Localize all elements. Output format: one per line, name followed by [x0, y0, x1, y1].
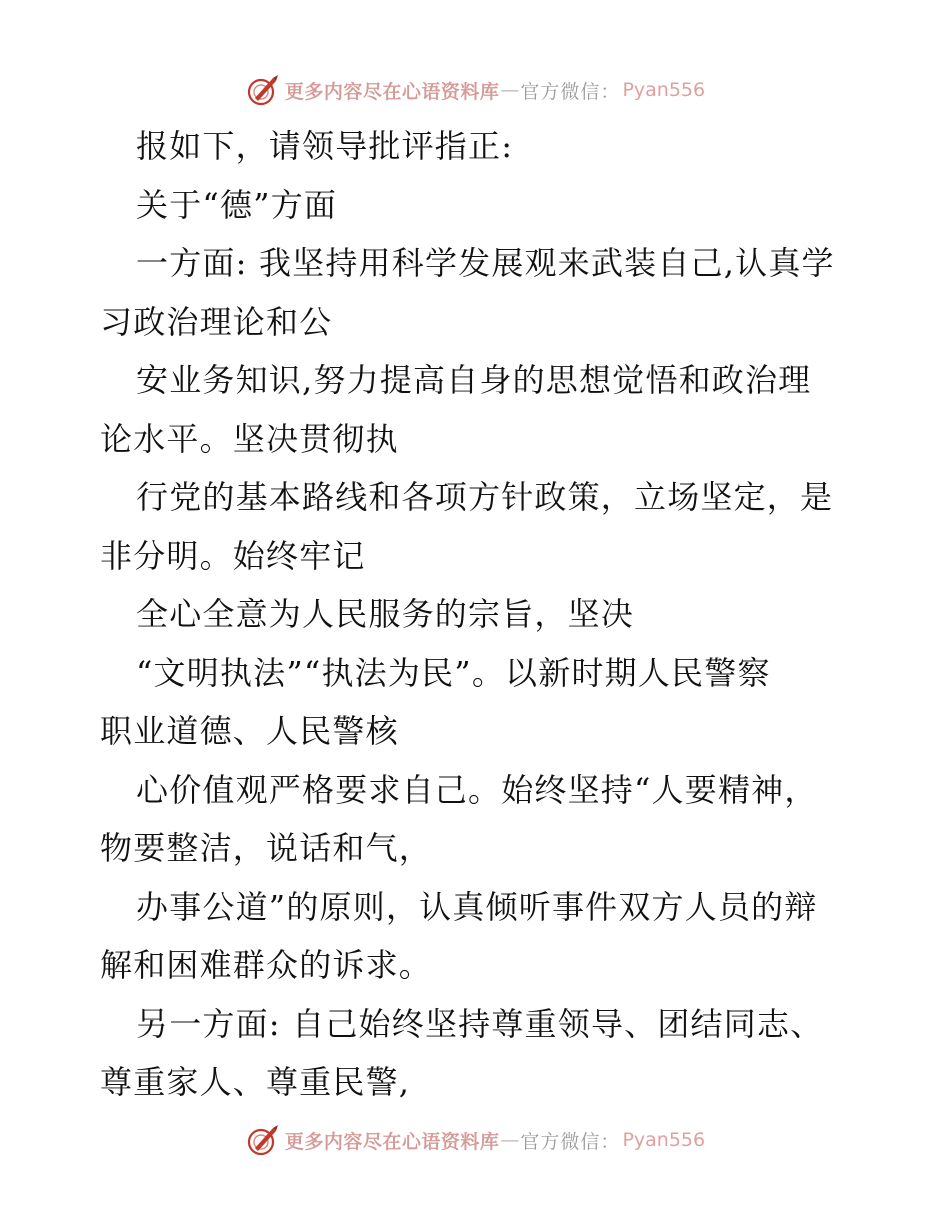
footer-wechat-id: Pyan556 [622, 1129, 706, 1151]
header-banner [0, 70, 950, 110]
text-line: 心价值观严格要求自己。始终坚持“人要精神， [136, 770, 818, 809]
text-line: 尊重家人、尊重民警, [100, 1063, 411, 1101]
text-line: 办事公道”的原则，认真倾听事件双方人员的辩 [136, 887, 818, 926]
text-line: 物要整洁，说话和气， [100, 829, 433, 867]
footer-banner [0, 1120, 950, 1160]
header-brand-text: 更多内容尽在心语资料库 [284, 80, 500, 103]
text-line: 全心全意为人民服务的宗旨，坚决 [136, 595, 635, 633]
text-line: 职业道德、人民警核 [100, 712, 399, 750]
text-line: 另一方面: 自己始终坚持尊重领导、团结同志、 [136, 1004, 824, 1043]
text-line: 报如下，请领导批评指正: [136, 127, 514, 165]
quill-logo-icon [245, 72, 281, 108]
text-line: 一方面: 我坚持用科学发展观来武装自己,认真学 [136, 244, 835, 282]
header-separator: — [500, 79, 520, 101]
text-line: 安业务知识,努力提高自身的思想觉悟和政治理 [136, 361, 812, 399]
text-line: 论水平。坚决贯彻执 [100, 419, 399, 458]
text-line: 关于“德”方面 [136, 185, 338, 224]
footer-wechat-label: 官方微信： [520, 1130, 621, 1153]
header-wechat-id: Pyan556 [622, 79, 706, 101]
footer-brand-text: 更多内容尽在心语资料库 [284, 1130, 500, 1153]
document-body [100, 117, 860, 1112]
text-line: 解和困难群众的诉求。 [100, 946, 433, 984]
text-line: 习政治理论和公 [100, 302, 333, 341]
text-line: “文明执法”“执法为民”。以新时期人民警察 [136, 653, 771, 692]
header-wechat-label: 官方微信： [520, 80, 621, 103]
text-line: 非分明。始终牢记 [100, 536, 366, 575]
text-line: 行党的基本路线和各项方针政策，立场坚定，是 [136, 478, 834, 516]
footer-separator: — [500, 1129, 520, 1151]
quill-logo-icon [245, 1122, 281, 1158]
